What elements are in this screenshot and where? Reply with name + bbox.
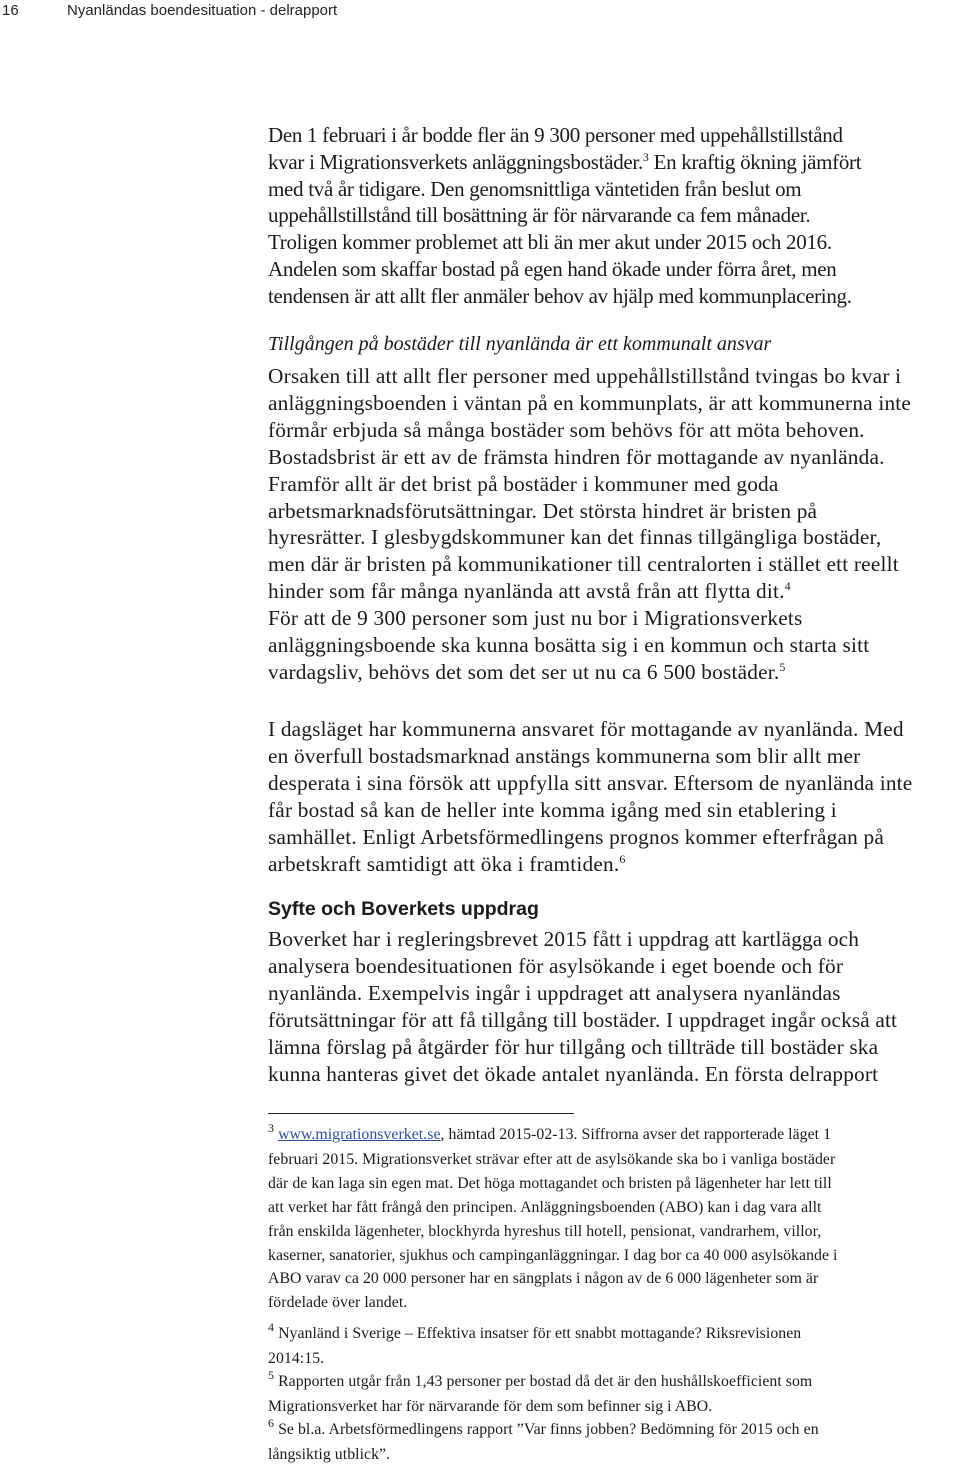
text-line: I dagsläget har kommunerna ansvaret för mottagande av nyanlända. Med: [268, 717, 904, 741]
text-line: februari 2015. Migrationsverket strävar efter att de asylsökande ska bo i vanliga bostäder: [268, 1150, 836, 1168]
footnote-ref-3[interactable]: 3: [642, 149, 649, 164]
text-line: Andelen som skaffar bostad på egen hand ökade under förra året, men: [268, 256, 837, 281]
text-line: Framför allt är det brist på bostäder i kommuner med goda: [268, 471, 779, 496]
text-line: För att de 9 300 personer som just nu bor i Migrationsverkets: [268, 606, 803, 631]
footnote-ref-6[interactable]: 6: [619, 851, 626, 866]
footnote-ref-4[interactable]: 4: [784, 579, 791, 594]
text-line: långsiktig utblick”.: [268, 1445, 391, 1463]
text-span: kvar i Migrationsverkets anläggningsbostäder.: [268, 149, 643, 174]
text-line: [268, 1322, 958, 1347]
text-span: , hämtad 2015-02-13. Siffrorna avser det rapporterade läget 1: [440, 1126, 832, 1143]
text-span: arbetskraft samtidigt att öka i framtiden.: [268, 851, 620, 876]
footnote-3: [268, 1123, 958, 1315]
text-line: [268, 1418, 958, 1443]
footnote-4: [268, 1322, 958, 1371]
text-span: Se bl.a. Arbetsförmedlingens rapport ”Var finns jobben? Bedömning för 2015 och en: [278, 1421, 819, 1438]
paragraph-responsibility: [268, 363, 958, 686]
text-line: att verket har fått frångå den principen. Anläggningsboenden (ABO) kan i dag vara allt: [268, 1198, 822, 1216]
footnote-number: 5: [268, 1368, 275, 1382]
text-line: desperata i sina försök att uppfylla sitt ansvar. Eftersom de nyanlända inte: [268, 770, 913, 795]
text-line: kaserner, sanatorier, sjukhus och campinganläggningar. I dag bor ca 40 000 asylsökande i: [268, 1246, 838, 1264]
text-line: förmår erbjuda så många bostäder som behövs för att möta behoven.: [268, 417, 865, 442]
footnote-5: [268, 1370, 958, 1419]
footnote-number: 3: [268, 1121, 275, 1135]
text-span: Rapporten utgår från 1,43 personer per bostad då det är den hushållskoefficient som: [278, 1373, 813, 1390]
footnote-number: 4: [268, 1320, 275, 1334]
text-line: 2014:15.: [268, 1349, 325, 1367]
footnote-ref-5[interactable]: 5: [779, 659, 786, 674]
text-line: [268, 1123, 958, 1148]
text-line: från enskilda lägenheter, blockhyrda hyreshus till hotell, pensionat, vandrarhem, villor,: [268, 1222, 822, 1240]
text-line: tendensen är att allt fler anmäler behov av hjälp med kommunplacering.: [268, 283, 852, 308]
text-span: En kraftig ökning jämfört: [648, 149, 862, 174]
text-line: analysera boendesituationen för asylsökande i eget boende och för: [268, 953, 844, 978]
text-line: kunna hanteras givet det ökade antalet nyanlända. En första delrapport: [268, 1061, 879, 1086]
text-line: arbetsmarknadsförutsättningar. Det största hindret är bristen på: [268, 498, 818, 523]
text-line: Den 1 februari i år bodde fler än 9 300 personer med uppehållstillstånd: [268, 123, 843, 147]
text-line: Troligen kommer problemet att bli än mer akut under 2015 och 2016.: [268, 230, 832, 255]
text-line: Migrationsverket har för närvarande för dem som befinner sig i ABO.: [268, 1397, 713, 1415]
running-title: Nyanländas boendesituation - delrapport: [67, 2, 338, 19]
text-line: med två år tidigare. Den genomsnittliga väntetiden från beslut om: [268, 176, 802, 201]
footnote-separator: [268, 1113, 574, 1114]
paragraph-assignment: [268, 926, 958, 1087]
text-line: ABO varav ca 20 000 personer har en sängplats i någon av de 6 000 lägenheter som är: [268, 1270, 819, 1288]
text-line: får bostad så kan de heller inte komma igång med sin etablering i: [268, 797, 837, 822]
text-line: fördelade över landet.: [268, 1294, 408, 1312]
text-line: lämna förslag på åtgärder för hur tillgång och tillträde till bostäder ska: [268, 1034, 879, 1059]
text-line: [268, 149, 958, 176]
page-header: [0, 0, 960, 24]
text-line: samhället. Enligt Arbetsförmedlingens prognos kommer efterfrågan på: [268, 824, 885, 849]
footnote-link[interactable]: www.migrationsverket.se: [278, 1126, 441, 1143]
text-span: hinder som får många nyanlända att avstå från att flytta dit.: [268, 579, 785, 604]
text-line: hyresrätter. I glesbygdskommuner kan det finnas tillgängliga bostäder,: [268, 525, 882, 550]
paragraph-current-situation: [268, 716, 958, 877]
text-span: Nyanländ i Sverige – Effektiva insatser för ett snabbt mottagande? Riksrevisionen: [278, 1325, 802, 1342]
text-line: Bostadsbrist är ett av de främsta hindren för mottagande av nyanlända.: [268, 444, 885, 469]
footnote-6: [268, 1418, 958, 1467]
text-line: anläggningsboenden i väntan på en kommunplats, är att kommunerna inte: [268, 390, 912, 415]
text-line: Boverket har i regleringsbrevet 2015 fått i uppdrag att kartlägga och: [268, 927, 860, 951]
paragraph-intro: [268, 122, 958, 310]
text-line: Orsaken till att allt fler personer med uppehållstillstånd tvingas bo kvar i: [268, 364, 902, 388]
text-line: uppehållstillstånd till bosättning är för närvarande ca fem månader.: [268, 203, 811, 228]
text-line: men där är bristen på kommunikationer till centralorten i stället ett reellt: [268, 552, 899, 577]
text-line: förutsättningar för att få tillgång till bostäder. I uppdraget ingår också att: [268, 1007, 898, 1032]
text-line: [268, 659, 958, 686]
section-heading-italic: Tillgången på bostäder till nyanlända är ett kommunalt ansvar: [268, 333, 772, 355]
text-line: där de kan laga sin egen mat. Det höga mottagandet och bristen på lägenheter har lett till: [268, 1174, 832, 1192]
text-line: [268, 851, 958, 878]
text-line: anläggningsboende ska kunna bosätta sig i en kommun och starta sitt: [268, 633, 870, 658]
footnote-number: 6: [268, 1416, 275, 1430]
text-span: vardagsliv, behövs det som det ser ut nu ca 6 500 bostäder.: [268, 659, 780, 684]
section-heading: Syfte och Boverkets uppdrag: [268, 898, 539, 920]
page-number: 16: [2, 2, 19, 19]
text-line: [268, 1370, 958, 1395]
text-line: [268, 578, 958, 605]
text-line: nyanlända. Exempelvis ingår i uppdraget att analysera nyanländas: [268, 980, 841, 1005]
text-line: en överfull bostadsmarknad anstängs kommunerna som blir allt mer: [268, 743, 861, 768]
